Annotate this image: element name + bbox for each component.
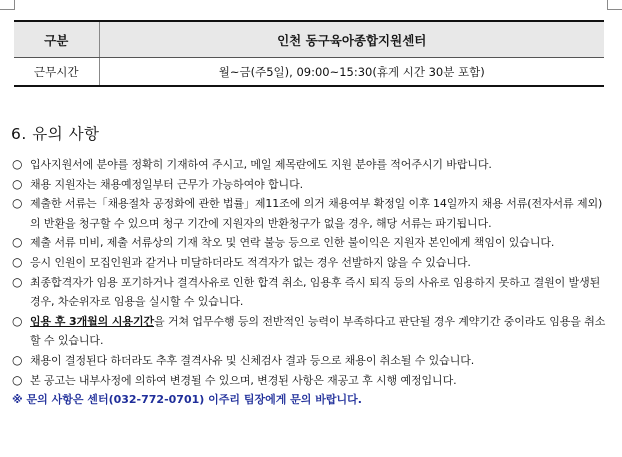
work-hours-value: 월~금(주5일), 09:00~15:30(휴게 시간 30분 포함) xyxy=(99,58,604,87)
bullet-icon: ○ xyxy=(12,254,23,269)
contact-notice: ※ 문의 사항은 센터(032-772-0701) 이주리 팀장에게 문의 바랍니다. xyxy=(12,393,362,407)
page-corner-mark-right xyxy=(607,0,622,10)
list-item xyxy=(12,351,612,371)
list-item-text xyxy=(30,312,612,351)
list-item-text: 채용 지원자는 채용예정일부터 근무가 가능하여야 합니다. xyxy=(30,177,304,191)
list-item xyxy=(12,233,612,253)
bullet-icon: ○ xyxy=(12,352,23,367)
notes-list xyxy=(12,155,612,410)
table-header-row xyxy=(14,21,604,58)
list-item xyxy=(12,253,612,273)
probation-emphasis: 임용 후 3개월의 시용기간 xyxy=(30,314,155,328)
table-header-category: 구분 xyxy=(14,21,99,58)
bullet-icon: ○ xyxy=(12,313,23,328)
list-item xyxy=(12,371,612,391)
table-header-center: 인천 동구육아종합지원센터 xyxy=(99,21,604,58)
work-hours-table xyxy=(14,20,604,87)
list-item-text: 응시 인원이 모집인원과 같거나 미달하더라도 적격자가 없는 경우 선발하지 않을 수 있습니다. xyxy=(30,255,471,269)
bullet-icon: ○ xyxy=(12,235,23,250)
list-item-text: 제출 서류 미비, 제출 서류상의 기재 착오 및 연락 불능 등으로 인한 불이익은 지원자 본인에게 책임이 있습니다. xyxy=(30,236,555,250)
bullet-icon: ○ xyxy=(12,372,23,387)
bullet-icon: ○ xyxy=(12,176,23,191)
list-item xyxy=(12,175,612,195)
probation-rest: 을 거쳐 업무수행 등의 전반적인 능력이 부족하다고 판단될 경우 계약기간 중이라도 임용을 취소할 수 있습니다. xyxy=(30,314,606,348)
bullet-icon: ○ xyxy=(12,274,23,289)
bullet-icon: ○ xyxy=(12,157,23,171)
list-item-text: 제출한 서류는「채용절차 공정화에 관한 법률」제11조에 의거 채용여부 확정일 이후 14일까지 채용 서류(전자서류 제외)의 반환을 청구할 수 있으며 청구 기간에 지원자의 반환청구가 없을 경우, 해당 서류는 파기됩니다. xyxy=(30,197,603,230)
table-row xyxy=(14,58,604,87)
list-item xyxy=(12,194,612,233)
section-title: 6. 유의 사항 xyxy=(11,125,100,143)
list-item xyxy=(12,273,612,312)
work-hours-label: 근무시간 xyxy=(14,58,99,87)
list-item-text: 본 공고는 내부사정에 의하여 변경될 수 있으며, 변경된 사항은 재공고 후 시행 예정입니다. xyxy=(30,373,457,387)
bullet-icon: ○ xyxy=(12,196,23,211)
list-item-probation xyxy=(12,312,612,351)
list-item-text: 채용이 결정된다 하더라도 추후 결격사유 및 신체검사 결과 등으로 채용이 취소될 수 있습니다. xyxy=(30,353,475,367)
list-item xyxy=(12,155,612,175)
list-item-text: 입사지원서에 분야를 정확히 기재하여 주시고, 메일 제목란에도 지원 분야를 적어주시기 바랍니다. xyxy=(30,158,492,171)
page-corner-mark-left xyxy=(0,0,15,10)
list-item-text: 최종합격자가 임용 포기하거나 결격사유로 인한 합격 취소, 임용후 즉시 퇴직 등의 사유로 임용하지 못하고 결원이 발생된 경우, 차순위자로 임용을 실시할 수 있습니다. xyxy=(30,275,601,309)
